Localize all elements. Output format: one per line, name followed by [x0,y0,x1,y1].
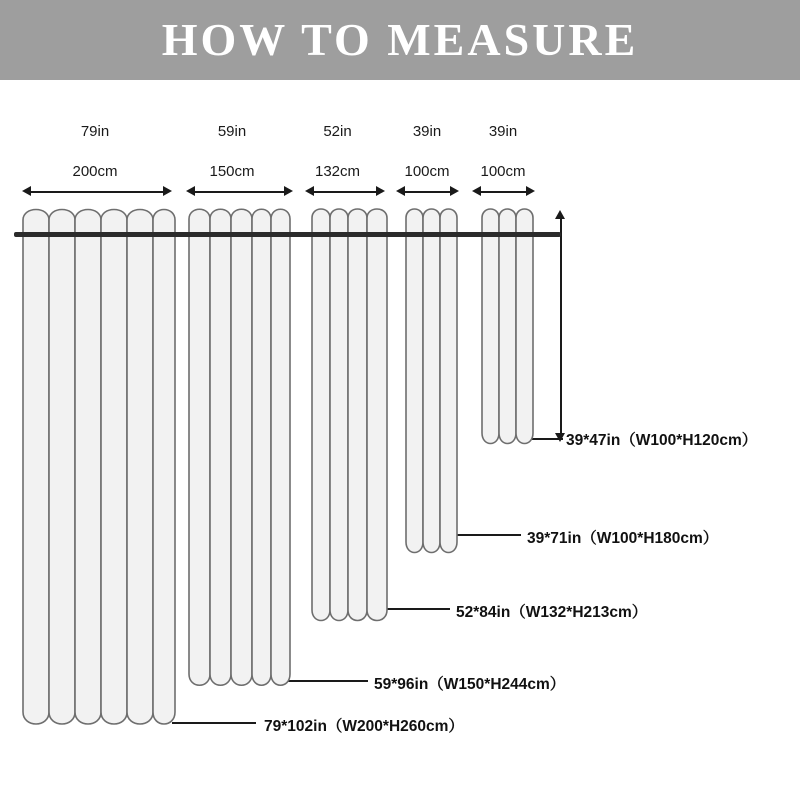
callout-size-4: 59*96in [374,676,429,693]
width-label-inches-3: 52in [323,123,352,140]
callout-metric-4: （W150*H244cm） [428,676,566,693]
leader-line-4 [288,680,368,682]
callout-label-3 [456,600,647,622]
width-label-cm-5: 100cm [480,163,526,180]
width-label-cm-2: 150cm [209,163,255,180]
curtain-rod [14,232,561,237]
height-arrow-panel-5 [555,210,566,442]
curtain-panel-4 [403,200,461,564]
width-label-inches-2: 59in [217,123,247,140]
width-label-cm-1: 200cm [72,163,118,180]
arrow-bar [311,191,379,193]
width-arrow-4 [396,186,459,197]
arrow-head-right [450,186,459,196]
width-label-cm-4: 100cm [404,163,450,180]
arrow-head-right [526,186,535,196]
callout-label-2 [527,526,718,548]
callout-label-1 [566,428,757,450]
callout-size-5: 79*102in [264,718,327,735]
callout-size-2: 39*71in [527,530,582,547]
arrow-head-right [376,186,385,196]
arrow-bar [478,191,529,193]
leader-line-3 [386,608,450,610]
leader-line-2 [455,534,521,536]
width-arrow-5 [472,186,535,197]
callout-metric-5: （W200*H260cm） [326,718,464,735]
arrow-head-right [163,186,172,196]
width-label-inches-4: 39in [412,123,442,140]
width-arrow-2 [186,186,293,197]
width-label-inches-1: 79in [80,123,110,140]
callout-label-5 [264,714,464,736]
leader-line-5 [172,722,256,724]
page-title: HOW TO MEASURE [161,14,639,65]
curtain-panel-5 [479,200,537,455]
arrow-bar [192,191,287,193]
arrow-bar [402,191,453,193]
curtain-panel-1 [20,200,178,736]
curtain-panel-3 [309,200,391,632]
callout-label-4 [374,672,565,694]
callout-size-3: 52*84in [456,604,511,621]
width-arrow-1 [22,186,172,197]
arrow-bar [28,191,166,193]
arrow-head-right [284,186,293,196]
arrow-bar [560,216,562,436]
width-label-cm-3: 132cm [314,163,361,180]
curtain-panel-2 [186,200,294,696]
callout-metric-1: （W100*H120cm） [620,432,758,449]
callout-metric-2: （W100*H180cm） [581,530,719,547]
width-arrow-3 [305,186,385,197]
callout-size-1: 39*47in [566,432,621,449]
callout-metric-3: （W132*H213cm） [510,604,648,621]
width-label-inches-5: 39in [488,123,518,140]
